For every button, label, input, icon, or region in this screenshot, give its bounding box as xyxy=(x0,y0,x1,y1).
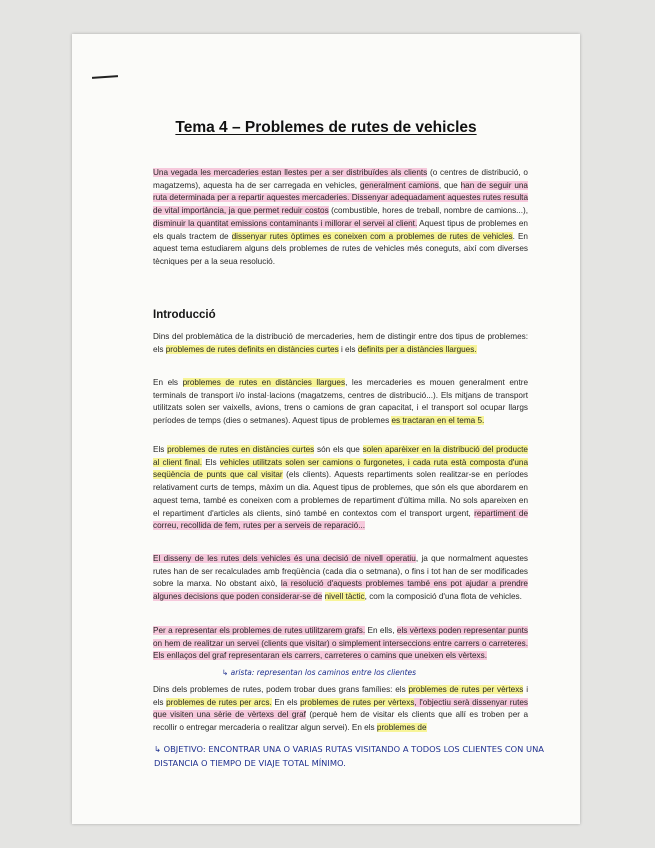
highlighted-text-yellow: solen aparèixer en la distribució del producte al client final. xyxy=(153,445,528,467)
text-segment: En els xyxy=(271,697,301,707)
text-segment: , ja que normalment aquestes rutes han de ser recalculades amb freqüència (cada dia o setmana), o fins i tot han de ser modificades sobre la marxa. No obstant això, xyxy=(153,554,528,589)
highlighted-text-yellow: problemes de rutes definits en distàncies curtes xyxy=(165,344,339,354)
text-segment: , que xyxy=(438,180,461,190)
text-segment: En ells, xyxy=(365,626,397,635)
text-segment: . En aquest tema estudiarem alguns dels problemes de rutes de vehicles més coneguts, així com diverses tècniques per a la seua resolució. xyxy=(153,231,528,266)
highlighted-text-yellow: problemes de rutes per vèrtexs xyxy=(300,697,415,707)
paragraph-5 xyxy=(153,625,528,663)
highlighted-text-pink: Per a representar els problemes de rutes utilitzarem grafs. xyxy=(153,626,366,635)
text-segment: , les mercaderies es mouen generalment entre terminals de transport i/o instal·lacions (magatzems, centres de distribució...). Els mitjans de transport utilitzats solen ser vaixells, avions, trens o camions de gran capacitat, i el transport sol ocupar llargs períodes de temps (dies o setmanes). Aquest tipus de problemes xyxy=(153,378,529,426)
highlighted-text-yellow: es tractaran en el tema 5. xyxy=(391,416,485,426)
paragraph-6 xyxy=(153,684,528,735)
highlighted-text-yellow: dissenyar rutes òptimes es coneixen com a problemes de rutes de vehicles xyxy=(231,231,513,241)
section-heading: Introducció xyxy=(153,309,216,321)
text-segment: En els xyxy=(153,378,183,387)
text-segment: Els xyxy=(153,445,168,454)
highlighted-text-yellow: problemes de rutes per arcs. xyxy=(166,697,272,707)
highlighted-text-pink: repartiment de correu, recollida de fem, rutes per a serveis de reparació... xyxy=(153,508,528,531)
highlighted-text-yellow: problemes de rutes en distàncies llargues xyxy=(182,378,346,387)
text-segment: Dins del problemàtica de la distribució de mercaderies, hem de distingir entre dos tipus de problemes: els xyxy=(153,332,528,354)
pen-mark xyxy=(92,75,118,79)
text-segment: i els xyxy=(153,685,529,707)
text-segment: , com la composició d'una flota de vehicles. xyxy=(364,592,522,602)
text-segment: Aquest tipus de problemes en els quals tractem de xyxy=(153,218,528,241)
highlighted-text-pink: han de seguir una ruta determinada per a repartir aquestes mercaderies. Dissenyar adequadament aquestes rutes resulta de vital importància, ja que permet reduir costos xyxy=(153,180,528,216)
paragraph-3 xyxy=(153,444,528,533)
handwritten-note-objetivo: ↳ OBJETIVO: ENCONTRAR UNA O VARIAS RUTAS VISITANDO A TODOS LOS CLIENTES CON UNA DISTANCIA O TIEMPO DE VIAJE TOTAL MÍNIMO. xyxy=(154,744,544,768)
handwritten-note-arista: ↳ arista: representan los caminos entre los clientes xyxy=(222,668,417,677)
paragraph-1 xyxy=(153,331,528,356)
highlighted-text-pink: Una vegada les mercaderies estan llestes per a ser distribuïdes als clients xyxy=(153,168,428,177)
intro-paragraph xyxy=(153,167,528,269)
text-segment: (els clients). Aquests repartiments solen realitzar-se en períodes relativament curts de temps, màxim un dia. Aquest tipus de problemes, que són els que abordarem en aquest tema, també es coneixen com a problemes de repartiment d'última milla. No sols apareixen en el repartiment d'articles als clients, sinó també en contextos com el transport urgent, xyxy=(153,470,528,518)
text-segment: Dins dels problemes de rutes, podem trobar dues grans famílies: els xyxy=(153,685,409,694)
highlighted-text-yellow: definits per a distàncies llargues. xyxy=(357,344,477,354)
text-segment: (o centres de distribució, o magatzems), aquesta ha de ser carregada en vehicles, xyxy=(153,168,528,190)
text-segment: i els xyxy=(338,344,358,354)
highlighted-text-yellow: nivell tàctic xyxy=(324,592,365,602)
highlighted-text-yellow: problemes de xyxy=(376,723,427,733)
text-segment: (combustible, hores de treball, nombre de camions...), xyxy=(328,206,528,216)
paragraph-2 xyxy=(153,377,528,428)
highlighted-text-yellow: problemes de rutes en distàncies curtes xyxy=(167,445,315,454)
highlighted-text-pink: generalment camions xyxy=(359,180,439,190)
text-segment: Els xyxy=(202,457,220,467)
text-segment: són els que xyxy=(314,445,363,454)
highlighted-text-yellow: problemes de rutes per vèrtexs xyxy=(408,685,524,694)
highlighted-text-yellow: vehicles utilitzats solen ser camions o furgonetes, i cada ruta està composta d'una seqüència de punts que cal visitar xyxy=(153,457,528,480)
paragraph-4 xyxy=(153,553,528,604)
highlighted-text-pink: (clients que visitar) o simplement interseccions entre carrers o carreteres. Els enllaços del graf representaran els carrers, carreteres o camins que uneixen els vèrtexs. xyxy=(153,638,528,661)
highlighted-text-pink: El disseny de les rutes dels vehicles és una decisió de nivell operatiu xyxy=(153,554,416,563)
document-page xyxy=(72,34,580,824)
text-segment: (perquè hem de visitar els clients que allí es troben per a recollir o entregar mercaderia o realitzar algun servei). En els xyxy=(153,710,528,733)
highlighted-text-pink: , l'objectiu serà dissenyar rutes que visiten una sèrie de vèrtexs del graf xyxy=(153,697,528,720)
highlighted-text-pink: la resolució d'aquests problemes també ens pot ajudar a prendre algunes decisions que poden considerar-se de xyxy=(153,579,528,602)
document-title: Tema 4 – Problemes de rutes de vehicles xyxy=(175,119,477,136)
highlighted-text-pink: els vèrtexs poden representar punts on hem de realitzar un servei xyxy=(153,626,528,648)
highlighted-text-pink: disminuir la quantitat emissions contaminants i millorar el servei al client. xyxy=(153,218,418,228)
